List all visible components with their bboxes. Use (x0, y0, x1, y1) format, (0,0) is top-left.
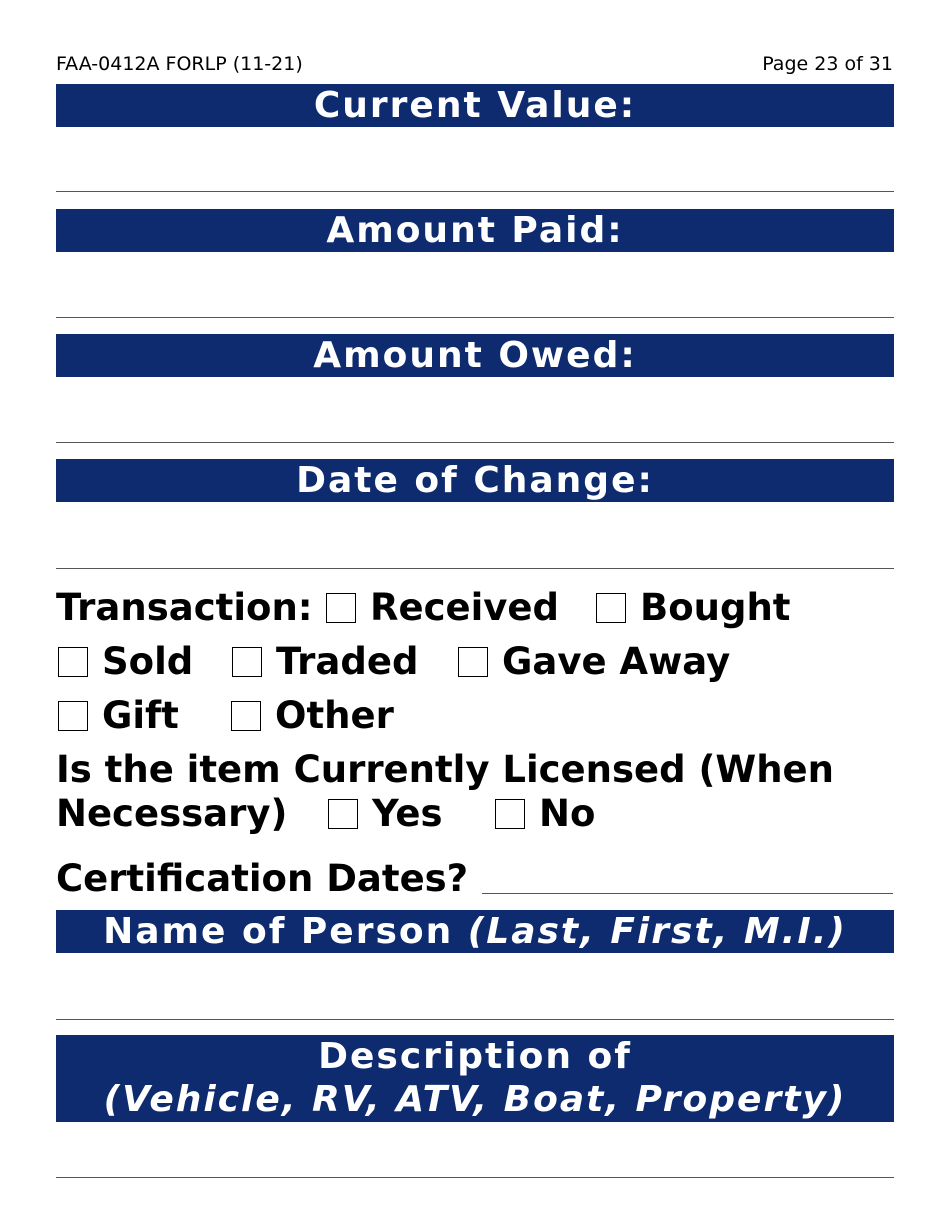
amount-paid-rule (56, 317, 894, 318)
amount-owed-header: Amount Owed: (56, 334, 894, 377)
certification-dates-field[interactable] (482, 862, 893, 892)
current-value-header: Current Value: (56, 84, 894, 127)
name-of-person-header (56, 910, 894, 953)
licensed-question-line1: Is the item Currently Licensed (When (56, 748, 834, 791)
no-label: No (539, 792, 596, 835)
certification-dates-rule (482, 893, 893, 894)
option-licensed-yes[interactable] (328, 792, 443, 836)
option-traded[interactable] (232, 640, 418, 684)
gift-checkbox[interactable] (58, 701, 88, 731)
gave-away-label: Gave Away (502, 640, 731, 683)
current-value-field[interactable] (56, 128, 894, 190)
description-rule (56, 1177, 894, 1178)
bought-checkbox[interactable] (596, 593, 626, 623)
amount-paid-field[interactable] (56, 253, 894, 315)
amount-owed-field[interactable] (56, 378, 894, 440)
received-label: Received (370, 586, 559, 629)
amount-owed-rule (56, 442, 894, 443)
yes-label: Yes (372, 792, 443, 835)
amount-paid-header: Amount Paid: (56, 209, 894, 252)
gift-label: Gift (102, 694, 179, 737)
no-checkbox[interactable] (495, 799, 525, 829)
name-of-person-hint: (Last, First, M.I.) (467, 911, 847, 952)
date-of-change-field[interactable] (56, 503, 894, 566)
name-of-person-title: Name of Person (103, 911, 454, 952)
option-gave-away[interactable] (458, 640, 730, 684)
date-of-change-header: Date of Change: (56, 459, 894, 502)
other-label: Other (275, 694, 394, 737)
option-other[interactable] (231, 694, 394, 738)
option-sold[interactable] (58, 640, 193, 684)
description-hint: (Vehicle, RV, ATV, Boat, Property) (103, 1079, 847, 1120)
page-number: Page 23 of 31 (762, 53, 893, 75)
received-checkbox[interactable] (326, 593, 356, 623)
description-field[interactable] (56, 1123, 894, 1176)
option-licensed-no[interactable] (495, 792, 595, 836)
name-of-person-field[interactable] (56, 954, 894, 1018)
licensed-question-line2: Necessary) (56, 792, 288, 835)
description-header (56, 1035, 894, 1122)
option-bought[interactable] (596, 586, 790, 630)
gave-away-checkbox[interactable] (458, 647, 488, 677)
traded-checkbox[interactable] (232, 647, 262, 677)
description-title: Description of (318, 1036, 632, 1077)
sold-label: Sold (102, 640, 194, 683)
other-checkbox[interactable] (231, 701, 261, 731)
transaction-label: Transaction: (56, 586, 313, 629)
traded-label: Traded (276, 640, 419, 683)
name-of-person-rule (56, 1019, 894, 1020)
current-value-rule (56, 191, 894, 192)
yes-checkbox[interactable] (328, 799, 358, 829)
option-received[interactable] (326, 586, 559, 630)
date-of-change-rule (56, 568, 894, 569)
form-id: FAA-0412A FORLP (11-21) (56, 53, 303, 75)
sold-checkbox[interactable] (58, 647, 88, 677)
certification-dates-label: Certification Dates? (56, 857, 469, 900)
option-gift[interactable] (58, 694, 179, 738)
bought-label: Bought (640, 586, 791, 629)
